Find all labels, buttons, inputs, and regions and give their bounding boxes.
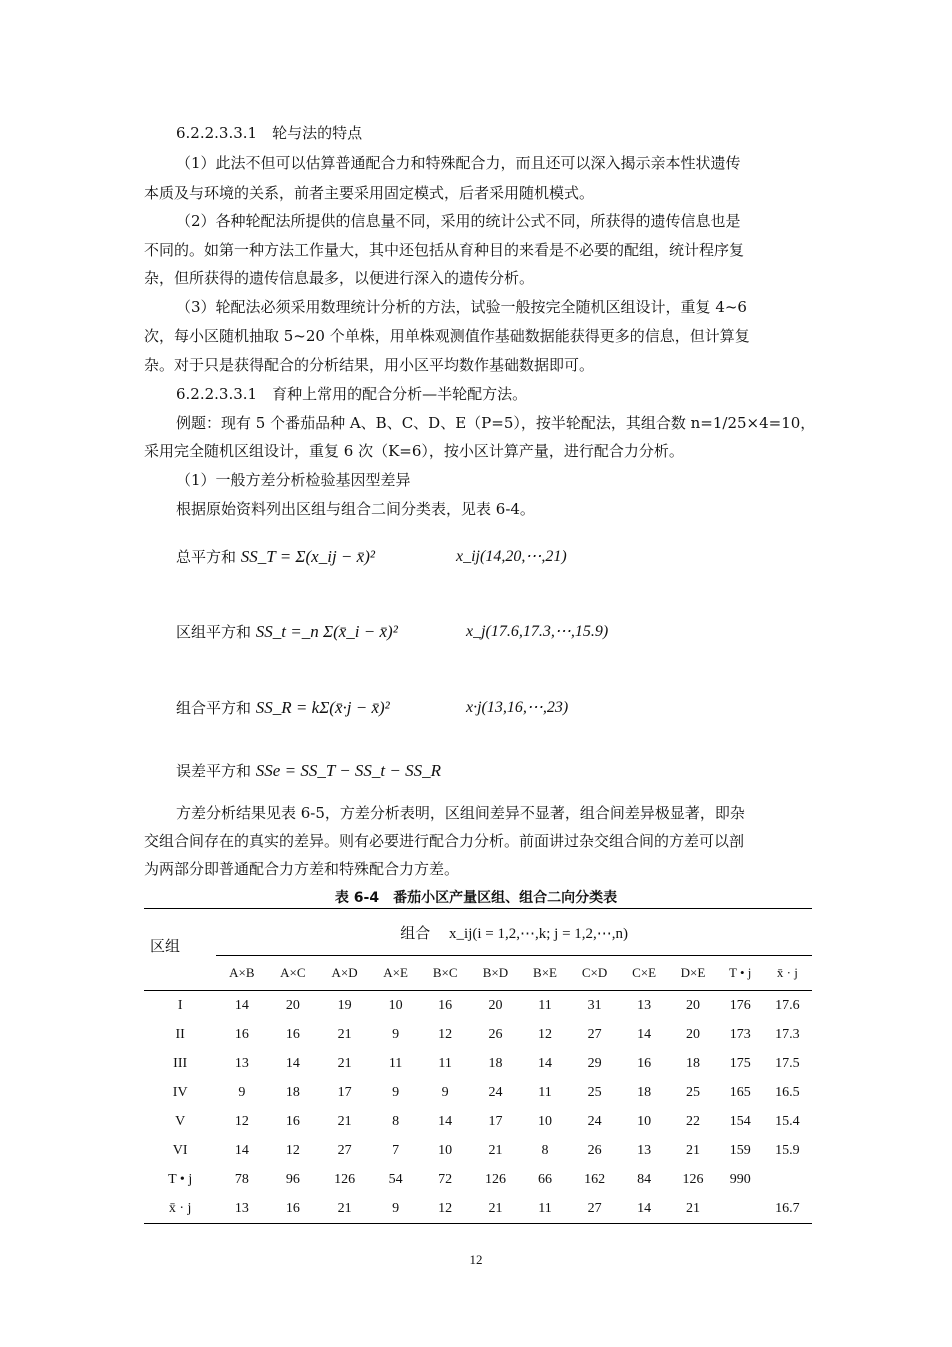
table-cell: 54: [388, 1171, 403, 1187]
table-cell: 11: [538, 1084, 552, 1100]
formula-data: x_j(17.6,17.3,⋯,15.9): [466, 623, 609, 640]
table-cell: [718, 1194, 763, 1224]
table-cell: 84: [637, 1171, 652, 1187]
table-header-cell: B×D: [482, 965, 509, 980]
table-cell: 27: [587, 1026, 602, 1042]
table-cell: 16: [285, 1200, 300, 1216]
table-header-cell: A×E: [383, 965, 408, 980]
table-row: [144, 1194, 812, 1224]
table-body: [144, 991, 812, 1224]
table-header-cell: B×C: [432, 965, 458, 980]
table-cell: 9: [392, 1200, 400, 1216]
table-cell: 21: [488, 1142, 503, 1158]
paragraph-line: 交组合间存在的真实的差异。则有必要进行配合力分析。前面讲过杂交组合间的方差可以剖: [144, 832, 745, 850]
formula-expression: SS_T = Σ(x_ij − x̄)²: [240, 547, 375, 566]
table-cell: 173: [729, 1026, 751, 1042]
table-cell: 16: [234, 1026, 249, 1042]
table-cell: 27: [337, 1142, 352, 1158]
table-cell: 9: [392, 1084, 400, 1100]
formula-expression: SS_R = kΣ(x̄·j − x̄)²: [255, 698, 390, 717]
table-cell: 13: [234, 1055, 249, 1071]
table-cell: 126: [484, 1171, 506, 1187]
table-cell: 176: [729, 997, 751, 1013]
row-label: I: [177, 997, 183, 1013]
formula-data: x·j(13,16,⋯,23): [466, 699, 569, 716]
table-cell: 12: [438, 1200, 453, 1216]
paragraph-line: （1）一般方差分析检验基因型差异: [176, 471, 411, 489]
table-cell: 17.3: [775, 1026, 800, 1042]
table-cell: 14: [438, 1113, 453, 1129]
table-cell: 12: [438, 1026, 453, 1042]
table-cell: 17: [337, 1084, 352, 1100]
page-number: 12: [469, 1252, 483, 1267]
table-cell: 31: [587, 997, 602, 1013]
table-header-row: [144, 956, 812, 991]
table-row: [144, 991, 812, 1021]
table-cell: 8: [541, 1142, 549, 1158]
table-cell: 11: [538, 1200, 552, 1216]
table-cell: 990: [729, 1171, 751, 1187]
table-cell: 10: [388, 997, 403, 1013]
formula-block-ss: [176, 621, 609, 642]
yield-table: [144, 908, 812, 1224]
table-cell: 14: [234, 997, 249, 1013]
paragraph-line: 不同的。如第一种方法工作量大，其中还包括从育种目的来看是不必要的配组，统计程序复: [144, 241, 745, 259]
table-cell: 21: [337, 1200, 352, 1216]
table-cell: 11: [388, 1055, 403, 1071]
formula-expression: SS_t =_n Σ(x̄_i − x̄)²: [255, 622, 398, 641]
row-label: II: [175, 1026, 185, 1042]
table-cell: 21: [685, 1200, 700, 1216]
table-cell: 21: [337, 1055, 352, 1071]
table-cell: 25: [685, 1084, 700, 1100]
table-cell: 17: [488, 1113, 503, 1129]
paragraph-line: 杂。对于只是获得配合的分析结果，用小区平均数作基础数据即可。: [144, 356, 595, 374]
table-cell: [763, 1165, 812, 1194]
table-cell: 27: [587, 1200, 602, 1216]
table-cell: 12: [234, 1113, 249, 1129]
table-cell: 126: [334, 1171, 356, 1187]
paragraph-line: 根据原始资料列出区组与组合二间分类表，见表 6-4。: [176, 500, 535, 518]
table-cell: 15.4: [775, 1113, 800, 1129]
table-header-cell: B×E: [533, 965, 557, 980]
table-cell: 16: [438, 997, 453, 1013]
table-cell: 20: [285, 997, 300, 1013]
table-cell: 9: [238, 1084, 246, 1100]
table-cell: 14: [234, 1142, 249, 1158]
section-heading: 6.2.2.3.3.1 育种上常用的配合分析—半轮配方法。: [176, 385, 528, 403]
table-cell: 26: [587, 1142, 602, 1158]
table-cell: 165: [729, 1084, 751, 1100]
table-cell: 11: [538, 997, 552, 1013]
table-row: [144, 1107, 812, 1136]
table-cell: 21: [337, 1113, 352, 1129]
table-cell: 25: [587, 1084, 602, 1100]
row-label: IV: [172, 1084, 188, 1100]
table-cell: 20: [685, 1026, 700, 1042]
table-cell: 72: [438, 1171, 453, 1187]
table-corner-label: 区组: [150, 936, 181, 955]
formula-label: 误差平方和: [176, 762, 252, 780]
table-cell: 78: [234, 1171, 249, 1187]
table-cell: 159: [729, 1142, 751, 1158]
table-cell: 18: [488, 1055, 503, 1071]
table-cell: 12: [285, 1142, 300, 1158]
table-header-cell: A×D: [331, 965, 358, 980]
paragraph-line: 采用完全随机区组设计，重复 6 次（K=6），按小区计算产量，进行配合力分析。: [144, 442, 684, 460]
table-cell: 96: [285, 1171, 300, 1187]
formula-error-ss: [176, 760, 441, 781]
table-cell: 15.9: [775, 1142, 800, 1158]
table-cell: 8: [392, 1113, 400, 1129]
table-header-cell: A×C: [280, 965, 306, 980]
table-cell: 126: [682, 1171, 704, 1187]
table-cell: 21: [685, 1142, 700, 1158]
row-label: x̄ · j: [168, 1200, 192, 1216]
table-cell: 16.7: [775, 1200, 800, 1216]
table-row: [144, 1136, 812, 1165]
paragraph-line: 本质及与环境的关系，前者主要采用固定模式，后者采用随机模式。: [144, 184, 595, 202]
table-cell: 18: [637, 1084, 652, 1100]
table-cell: 13: [637, 1142, 652, 1158]
table-cell: 12: [538, 1026, 552, 1042]
table-header-cell: A×B: [229, 965, 255, 980]
table-cell: 10: [438, 1142, 453, 1158]
table-cell: 14: [285, 1055, 300, 1071]
table-cell: 16.5: [775, 1084, 800, 1100]
table-cell: 16: [637, 1055, 652, 1071]
table-header-cell: [144, 956, 216, 991]
paragraph-line: 例题：现有 5 个番茄品种 A、B、C、D、E（P=5），按半轮配法，其组合数 n=1/25×4=10，: [176, 414, 816, 432]
paragraph-line: 方差分析结果见表 6-5，方差分析表明，区组间差异不显著，组合间差异极显著，即杂: [176, 804, 745, 822]
paragraph-line: 次，每小区随机抽取 5~20 个单株，用单株观测值作基础数据能获得更多的信息，但计算复: [144, 327, 750, 345]
formula-data: x_ij(14,20,⋯,21): [456, 548, 567, 565]
paragraph-line: （1）此法不但可以估算普通配合力和特殊配合力，而且还可以深入揭示亲本性状遗传: [176, 154, 741, 172]
row-label: T • j: [168, 1171, 193, 1187]
table-cell: 20: [488, 997, 503, 1013]
table-caption: 表 6-4 番茄小区产量区组、组合二向分类表: [334, 890, 618, 906]
formula-total-ss: [176, 546, 567, 567]
table-row: [144, 1049, 812, 1078]
table-cell: 14: [637, 1200, 652, 1216]
table-header-cell: C×D: [581, 965, 608, 980]
formula-label: 组合平方和: [176, 699, 252, 717]
table-cell: 162: [584, 1171, 606, 1187]
section-heading: 6.2.2.3.3.1 轮与法的特点: [176, 124, 363, 142]
table-row: [144, 1165, 812, 1194]
table-cell: 10: [538, 1113, 552, 1129]
paragraph-line: 杂，但所获得的遗传信息最多，以便进行深入的遗传分析。: [144, 269, 535, 287]
table-cell: 19: [337, 997, 352, 1013]
table-cell: 24: [488, 1084, 503, 1100]
table-cell: 24: [587, 1113, 602, 1129]
table-header-cell: D×E: [680, 965, 706, 980]
row-label: V: [175, 1113, 186, 1129]
paragraph-line: （3）轮配法必须采用数理统计分析的方法，试验一般按完全随机区组设计，重复 4~6: [176, 298, 747, 316]
table-cell: 13: [637, 997, 652, 1013]
table-cell: 154: [729, 1113, 751, 1129]
table-cell: 17.6: [775, 997, 800, 1013]
table-group-header: 组合 x_ij(i = 1,2,⋯,k; j = 1,2,⋯,n): [216, 909, 812, 956]
table-cell: 9: [441, 1084, 449, 1100]
table-cell: 16: [285, 1113, 300, 1129]
table-cell: 18: [285, 1084, 300, 1100]
table-header-cell: x̄ · j: [776, 965, 798, 980]
table-cell: 10: [637, 1113, 652, 1129]
table-cell: 16: [285, 1026, 300, 1042]
table-cell: 14: [637, 1026, 652, 1042]
table-row: [144, 1078, 812, 1107]
table-cell: 66: [538, 1171, 552, 1187]
table-cell: 175: [729, 1055, 751, 1071]
table-cell: 13: [234, 1200, 249, 1216]
formula-combination-ss: [176, 697, 569, 718]
table-header-cell: C×E: [632, 965, 657, 980]
table-cell: 11: [438, 1055, 452, 1071]
table-header-cell: T • j: [729, 965, 752, 980]
formula-expression: SSe = SS_T − SS_t − SS_R: [255, 761, 442, 780]
table-cell: 29: [587, 1055, 602, 1071]
table-cell: 22: [685, 1113, 700, 1129]
table-cell: 9: [392, 1026, 400, 1042]
table-cell: 21: [337, 1026, 352, 1042]
formula-label: 区组平方和: [176, 623, 252, 641]
paragraph-line: 为两部分即普通配合力方差和特殊配合力方差。: [144, 860, 460, 878]
row-label: VI: [172, 1142, 188, 1158]
row-label: III: [173, 1055, 188, 1071]
table-row: [144, 1020, 812, 1049]
table-cell: 26: [488, 1026, 503, 1042]
table-cell: 17.5: [775, 1055, 800, 1071]
table-cell: 7: [392, 1142, 400, 1158]
table-cell: 21: [488, 1200, 503, 1216]
table-cell: 18: [685, 1055, 700, 1071]
formula-label: 总平方和: [176, 548, 237, 566]
table-cell: 14: [538, 1055, 552, 1071]
table-cell: 20: [685, 997, 700, 1013]
paragraph-line: （2）各种轮配法所提供的信息量不同，采用的统计公式不同，所获得的遗传信息也是: [176, 212, 741, 230]
